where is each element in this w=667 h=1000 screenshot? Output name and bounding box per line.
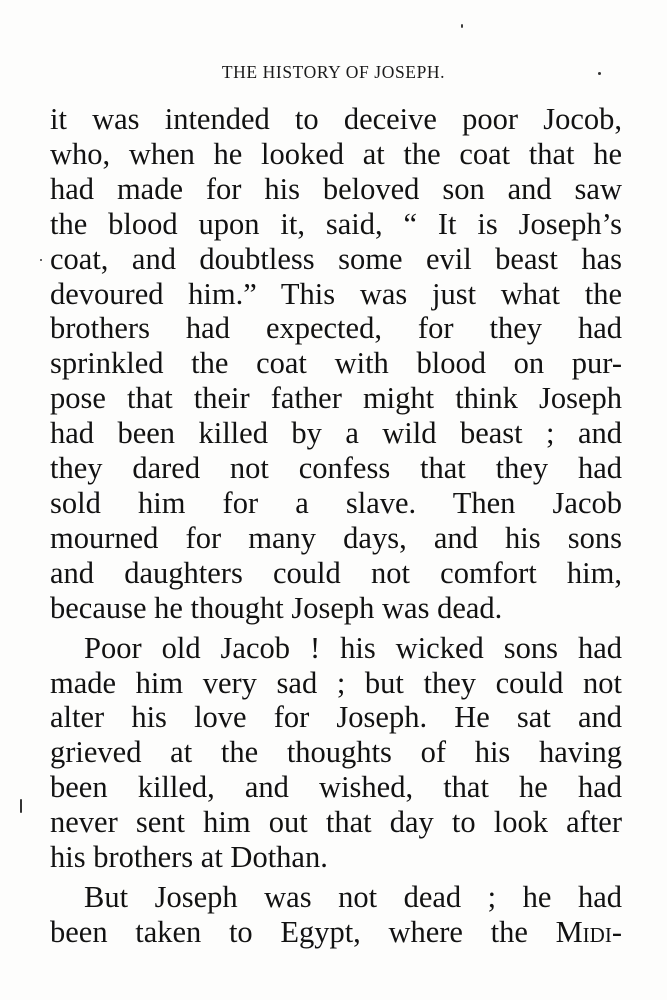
text-line: never sent him out that day to look after bbox=[50, 805, 622, 840]
text-line: sold him for a slave. Then Jacob bbox=[50, 485, 622, 520]
paragraph-1 bbox=[50, 102, 622, 626]
text-line: pose that their father might think Joseph bbox=[50, 381, 622, 416]
text-line: had been killed by a wild beast ; and bbox=[50, 416, 622, 451]
text-line: it was intended to deceive poor Jocob, bbox=[50, 102, 622, 136]
smallcaps-word: Midi- bbox=[555, 914, 622, 949]
running-head: THE HISTORY OF JOSEPH. bbox=[221, 62, 446, 82]
text-line: But Joseph was not dead ; he had bbox=[84, 879, 622, 914]
print-speck bbox=[461, 24, 463, 28]
print-speck bbox=[40, 259, 42, 261]
paragraph-3 bbox=[50, 880, 622, 950]
paragraph-2 bbox=[50, 631, 622, 875]
text-line: mourned for many days, and his sons bbox=[50, 520, 622, 555]
text-line: alter his love for Joseph. He sat and bbox=[50, 700, 622, 735]
text-line: made him very sad ; but they could not bbox=[50, 665, 622, 700]
text-line: because he thought Joseph was dead. bbox=[50, 590, 503, 625]
body-text bbox=[50, 102, 622, 950]
text-line bbox=[50, 915, 622, 950]
text-line: who, when he looked at the coat that he bbox=[50, 136, 622, 171]
text-line: the blood upon it, said, “ It is Joseph’s bbox=[50, 206, 622, 241]
text-line: been killed, and wished, that he had bbox=[50, 770, 622, 805]
text-line: they dared not confess that they had bbox=[50, 451, 622, 486]
text-line: Poor old Jacob ! his wicked sons had bbox=[84, 630, 622, 665]
text-line: his brothers at Dothan. bbox=[50, 840, 328, 875]
print-speck bbox=[20, 799, 22, 813]
text-line-content: been taken to Egypt, where the bbox=[50, 914, 528, 949]
text-line: devoured him.” This was just what the bbox=[50, 276, 622, 311]
text-line: grieved at the thoughts of his having bbox=[50, 735, 622, 770]
text-line: coat, and doubtless some evil beast has bbox=[50, 241, 622, 276]
text-line: sprinkled the coat with blood on pur- bbox=[50, 346, 622, 381]
text-line: had made for his beloved son and saw bbox=[50, 171, 622, 206]
print-speck bbox=[598, 72, 601, 75]
text-line: and daughters could not comfort him, bbox=[50, 555, 622, 590]
text-line: brothers had expected, for they had bbox=[50, 311, 622, 346]
